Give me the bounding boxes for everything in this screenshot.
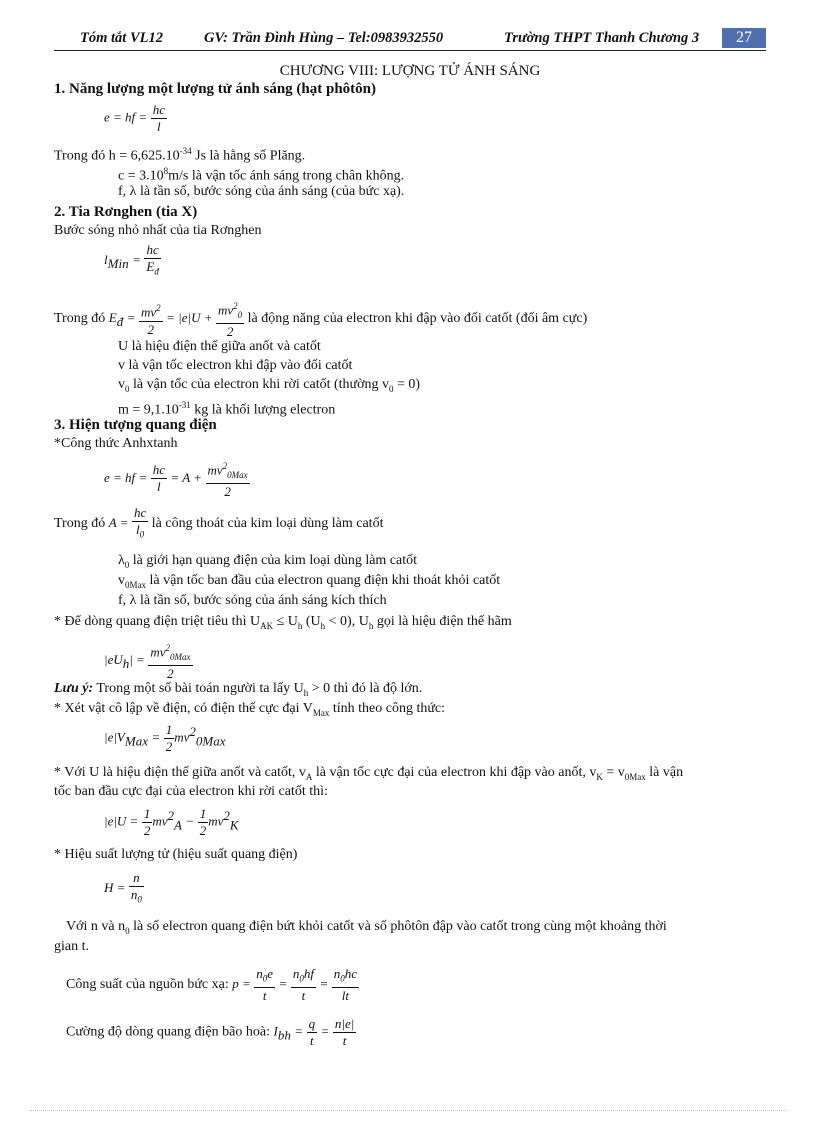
kinetic-energy-line: Trong đó $E_đ$ = $\frac{mv^2}{2}$ = |e|U + $\frac{mv^2_0}{2}$ là động năng của electron khi đập vào đối catốt (đối âm cực): [54, 298, 587, 340]
fraction: $\frac{hc}{l}$: [152, 102, 165, 134]
fraction: $\frac{n_0hf}{t}$: [292, 966, 314, 1003]
fraction: $\frac{1}{2}$: [165, 722, 173, 754]
quantum-efficiency-formula: H = $\frac{n}{n_0}$: [104, 870, 144, 908]
chapter-title: CHƯƠNG VIII: LƯỢNG TỬ ÁNH SÁNG: [279, 63, 541, 79]
threshold-wavelength-line: $\lambda_0$ là giới hạn quang điện của kim loại dùng làm catốt: [118, 553, 418, 570]
fraction: $\frac{1}{2}$: [143, 806, 151, 838]
anode-voltage-line-2: tốc ban đầu cực đại của electron khi rời catốt thì:: [54, 784, 328, 799]
velocity-line: v là vận tốc electron khi đập vào đối catốt: [118, 358, 353, 373]
fraction: $\frac{mv^2_0}{2}$: [216, 298, 244, 340]
fraction: $\frac{n|e|}{t}$: [334, 1016, 355, 1048]
electron-count-line-2: gian t.: [54, 939, 89, 954]
max-potential-formula: $|e|V_{Max}$ = $\frac{1}{2}$ $mv^2_{0Max}$: [104, 722, 226, 754]
header-teacher: GV: Trần Đình Hùng – Tel:0983932550: [204, 30, 444, 46]
fraction: $\frac{mv^2}{2}$: [139, 300, 163, 337]
fraction: $\frac{mv^2_{0Max}}{2}$: [206, 458, 250, 500]
source-power-line: Công suất của nguồn bức xạ: p = $\frac{n_0e}{t}$ = $\frac{n_0hf}{t}$ = $\frac{n_0hc}{lt}$: [66, 966, 358, 1003]
stopping-voltage-formula: $|eU_h|$ = $\frac{mv^2_{0Max}}{2}$: [104, 640, 193, 682]
page-header: [54, 24, 766, 51]
xray-min-wavelength-formula: $l_{Min}$ = $\frac{hc}{E_đ}$: [104, 242, 161, 280]
saturation-current-line: Cường độ dòng quang điện bão hoà: $I_{bh}$ = $\frac{q}{t}$ = $\frac{n|e|}{t}$: [66, 1016, 355, 1048]
fraction: $\frac{hc}{l}$: [152, 462, 165, 495]
header-left: Tóm tắt VL12: [80, 30, 163, 46]
fraction: $\frac{q}{t}$: [308, 1016, 316, 1048]
fraction: $\frac{n}{n_0}$: [130, 870, 142, 905]
electron-count-line: Với n và $n_0$ là số electron quang điện bứt khỏi catốt và số phôtôn đập vào catốt trong cùng một khoảng thời: [66, 919, 667, 936]
einstein-label: *Công thức Anhxtanh: [54, 436, 178, 451]
anode-voltage-line: * Với U là hiệu điện thế giữa anốt và catốt, $v_A$ là vận tốc cực đại của electron khi đập vào anốt, $v_K = v_{0Max}$ là vận: [54, 765, 684, 782]
section-3-heading: 3. Hiện tượng quang điện: [54, 417, 217, 433]
voltage-line: U là hiệu điện thế giữa anốt và catốt: [118, 339, 321, 354]
isolated-body-line: * Xét vật cô lập về điện, có điện thế cực đại $V_{Max}$ tính theo công thức:: [54, 701, 446, 718]
light-speed-line: $c = 3.10^8m/s$ là vận tốc ánh sáng trong chân không.: [118, 166, 405, 184]
section-2-heading: 2. Tia Rơnghen (tia X): [54, 204, 198, 220]
quantum-efficiency-label: * Hiệu suất lượng tử (hiệu suất quang điện): [54, 847, 298, 862]
einstein-formula: e = hf = $\frac{hc}{l}$ = A + $\frac{mv^2_{0Max}}{2}$: [104, 458, 250, 500]
photon-energy-formula: e = hf = $\frac{hc}{l}$: [104, 102, 165, 134]
page-number: 27: [722, 28, 766, 48]
frequency-line: f, λ là tần số, bước sóng của ánh sáng (của bức xạ).: [118, 184, 405, 199]
fraction: $\frac{hc}{E_đ}$: [146, 242, 159, 277]
fraction: $\frac{hc}{l_0}$: [133, 505, 147, 540]
footer-rule: [30, 1110, 786, 1111]
note-line: Lưu ý: Trong một số bài toán người ta lấy $U_h > 0$ thì đó là độ lớn.: [54, 681, 423, 698]
section-1-heading: 1. Năng lượng một lượng tử ánh sáng (hạt phôtôn): [54, 81, 377, 97]
fraction: $\frac{mv^2_{0Max}}{2}$: [148, 640, 192, 682]
work-function-line: Trong đó A = $\frac{hc}{l_0}$ là công thoát của kim loại dùng làm catốt: [54, 505, 383, 543]
header-school: Trường THPT Thanh Chương 3: [504, 30, 700, 46]
initial-velocity-line: $v_0$ là vận tốc của electron khi rời catốt (thường $v_0 = 0$): [118, 377, 421, 394]
electron-mass-line: $m = 9,1.10^{-31}$ kg là khối lượng electron: [118, 400, 336, 418]
exciting-light-line: f, λ là tần số, bước sóng của ánh sáng kích thích: [118, 593, 387, 608]
stopping-voltage-line: * Để dòng quang điện triệt tiêu thì $U_{AK} \le U_h$ $(U_h < 0)$, $U_h$ gọi là hiệu điện thế hãm: [54, 614, 512, 631]
fraction: $\frac{n_0e}{t}$: [256, 966, 274, 1003]
energy-balance-formula: |e|U = $\frac{1}{2}$ $mv^2_A$ − $\frac{1}{2}$ $mv^2_K$: [104, 806, 239, 838]
max-initial-velocity-line: $v_{0Max}$ là vận tốc ban đầu của electron quang điện khi thoát khỏi catốt: [118, 573, 501, 590]
planck-constant-line: Trong đó $h = 6,625.10^{-34}$ Js là hằng số Plăng.: [54, 146, 306, 164]
fraction: $\frac{1}{2}$: [199, 806, 207, 838]
xray-intro: Bước sóng nhỏ nhất của tia Rơnghen: [54, 223, 262, 238]
fraction: $\frac{n_0hc}{lt}$: [333, 966, 358, 1003]
